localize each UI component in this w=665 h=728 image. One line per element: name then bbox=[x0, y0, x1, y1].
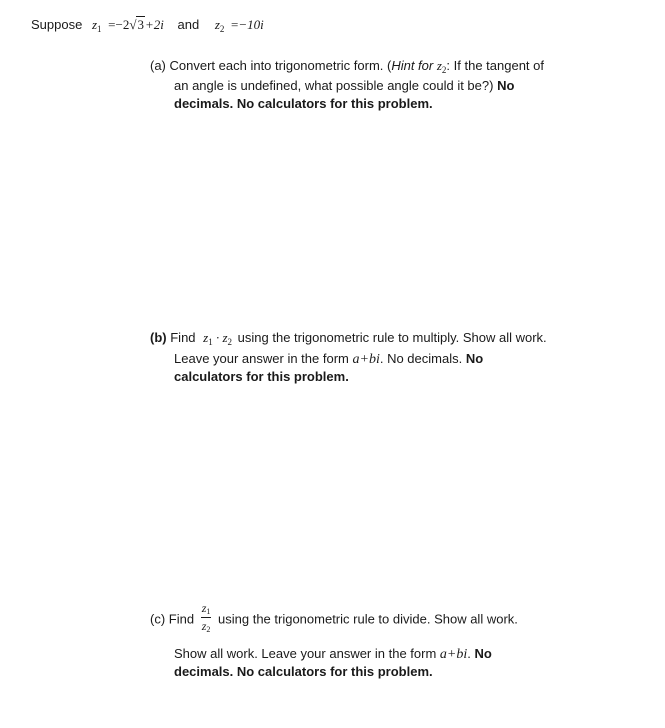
part-c-den-subscript: 2 bbox=[206, 625, 211, 634]
part-b-label: (b) bbox=[150, 330, 167, 345]
part-c-find: Find bbox=[168, 611, 195, 627]
part-b-line-2-text: Leave your answer in the form bbox=[174, 351, 349, 366]
part-a-z-letter: z bbox=[436, 58, 442, 73]
part-a-z2 bbox=[437, 58, 447, 73]
part-b-form: a+bi bbox=[352, 352, 380, 367]
z2-symbol bbox=[215, 17, 225, 32]
z1-equals: = bbox=[108, 17, 116, 32]
z1-coefficient: −2 bbox=[115, 17, 130, 32]
part-b-z1-subscript: 1 bbox=[208, 337, 213, 347]
z2-value: −10i bbox=[238, 17, 264, 32]
part-c-line-3-text: decimals. No calculators for this problem. bbox=[174, 664, 433, 679]
part-b-find: Find bbox=[170, 330, 196, 345]
part-c-label: (c) bbox=[150, 611, 166, 627]
part-b-line-3 bbox=[174, 369, 349, 384]
part-b-line-2 bbox=[174, 351, 483, 368]
part-c-line-2-text: Show all work. Leave your answer in the form bbox=[174, 646, 437, 661]
part-c-line-1 bbox=[150, 601, 518, 636]
part-c-numerator bbox=[201, 602, 212, 618]
part-a-text-2: : If the tangent of bbox=[446, 58, 544, 73]
part-b-z2-subscript: 2 bbox=[227, 337, 233, 347]
part-c-num-letter: z bbox=[201, 601, 207, 615]
z2-equals: = bbox=[231, 17, 239, 32]
part-a-line-3 bbox=[174, 96, 433, 111]
z1-symbol bbox=[92, 17, 102, 32]
part-c-text-1: using the trigonometric rule to divide. Show all work. bbox=[218, 611, 518, 627]
part-a-text-1: Convert each into trigonometric form. ( bbox=[169, 58, 392, 73]
part-c-fraction bbox=[201, 602, 212, 634]
part-a-line-2-bold: No bbox=[497, 78, 515, 93]
part-b-line-3-text: calculators for this problem. bbox=[174, 369, 349, 384]
part-a-line-2 bbox=[174, 78, 514, 93]
part-b-product bbox=[203, 330, 232, 345]
and-text: and bbox=[177, 17, 200, 32]
part-b-line-1 bbox=[150, 330, 547, 346]
part-c-denominator bbox=[201, 618, 212, 634]
part-b-z2-letter: z bbox=[222, 330, 228, 345]
suppose-text: Suppose bbox=[31, 17, 83, 32]
part-a-line-2-text: an angle is undefined, what possible angle could it be?) bbox=[174, 78, 494, 93]
problem-statement bbox=[31, 17, 264, 33]
z1-letter: z bbox=[91, 17, 98, 32]
z1-subscript: 1 bbox=[97, 24, 102, 34]
part-c-line-3 bbox=[174, 664, 433, 679]
sqrt-symbol: √ bbox=[129, 17, 137, 32]
z2-subscript: 2 bbox=[219, 24, 225, 34]
part-c-form: a+bi bbox=[439, 647, 468, 662]
part-c-line-2-bold: No bbox=[474, 646, 492, 661]
part-c-line-2 bbox=[174, 646, 492, 663]
part-b-line-2b: . No decimals. bbox=[379, 351, 463, 366]
part-a-z-subscript: 2 bbox=[441, 65, 447, 75]
part-c-num-subscript: 1 bbox=[206, 607, 211, 616]
part-c-den-letter: z bbox=[201, 619, 207, 633]
part-a-hint: Hint for bbox=[391, 58, 434, 73]
part-b-dot: · bbox=[215, 330, 220, 345]
part-a-label: (a) bbox=[150, 58, 166, 73]
part-a-line-1 bbox=[150, 58, 544, 74]
z1-tail: +2i bbox=[144, 17, 164, 32]
part-b-text-1: using the trigonometric rule to multiply. Show all work. bbox=[237, 330, 547, 345]
sqrt-argument: 3 bbox=[137, 17, 144, 32]
part-b-line-2-bold: No bbox=[465, 351, 484, 366]
sqrt-three bbox=[129, 17, 145, 33]
part-c-line-2b: . bbox=[467, 646, 471, 661]
part-b-z1-letter: z bbox=[203, 330, 209, 345]
part-a-line-3-text: decimals. No calculators for this problem. bbox=[174, 96, 433, 111]
z2-letter: z bbox=[214, 17, 220, 32]
